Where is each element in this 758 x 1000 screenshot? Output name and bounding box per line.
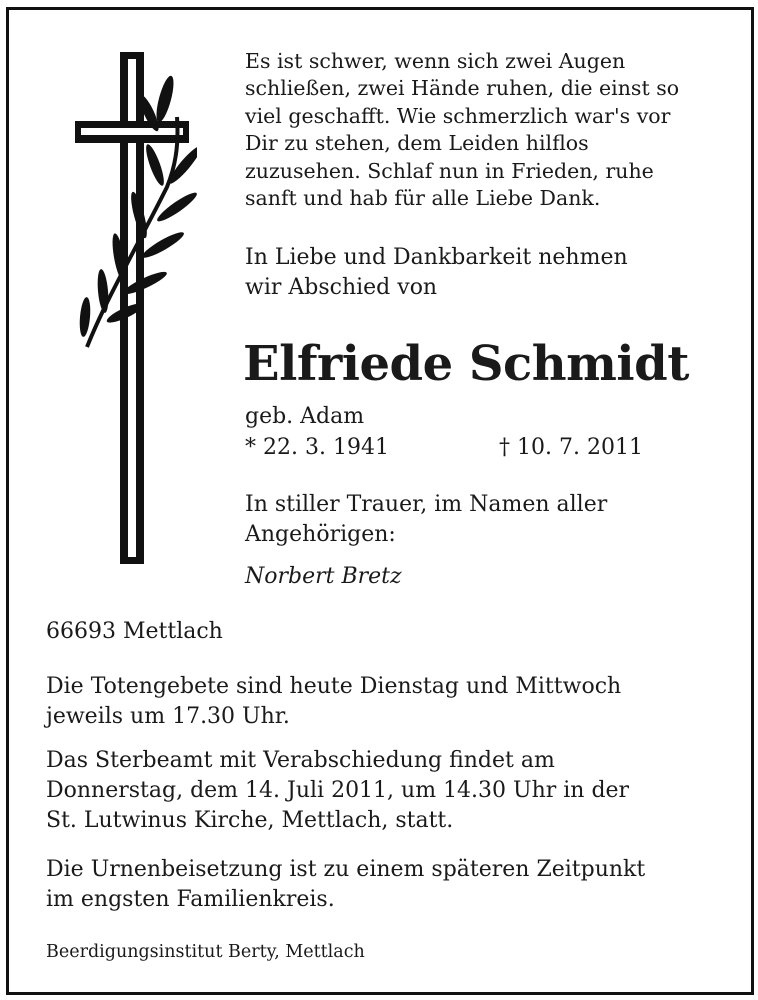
- poem-text: Es ist schwer, wenn sich zwei Augen schließen, zwei Hände ruhen, die einst so viel geschafft. Wie schmerzlich war's vor Dir zu stehen, dem Leiden hilflos zuzusehen. Schlaf nun in Frieden, ruhe sanft und hab für alle Liebe Dank.: [245, 49, 680, 211]
- prayer-info: Die Totengebete sind heute Dienstag und Mittwoch jeweils um 17.30 Uhr.: [46, 674, 622, 729]
- funeral-home: Beerdigungsinstitut Berty, Mettlach: [46, 942, 365, 962]
- mourning-text: In stiller Trauer, im Namen aller Angehörigen:: [245, 492, 608, 547]
- signer-name: Norbert Bretz: [245, 564, 402, 589]
- place: 66693 Mettlach: [46, 619, 223, 644]
- intro-text: In Liebe und Dankbarkeit nehmen wir Abschied von: [245, 245, 628, 300]
- birth-date: * 22. 3. 1941: [245, 435, 389, 460]
- obituary-notice: [6, 7, 754, 995]
- deceased-name: Elfriede Schmidt: [243, 336, 689, 392]
- cross-with-palm-branch-icon: [67, 47, 197, 567]
- maiden-name: geb. Adam: [245, 404, 365, 429]
- poem: [245, 48, 725, 212]
- urn-burial-info: Die Urnenbeisetzung ist zu einem späteren Zeitpunkt im engsten Familienkreis.: [46, 857, 646, 912]
- death-date: † 10. 7. 2011: [499, 435, 643, 460]
- funeral-mass-info: Das Sterbeamt mit Verabschiedung findet am Donnerstag, dem 14. Juli 2011, um 14.30 Uhr in der St. Lutwinus Kirche, Mettlach, statt.: [46, 748, 630, 833]
